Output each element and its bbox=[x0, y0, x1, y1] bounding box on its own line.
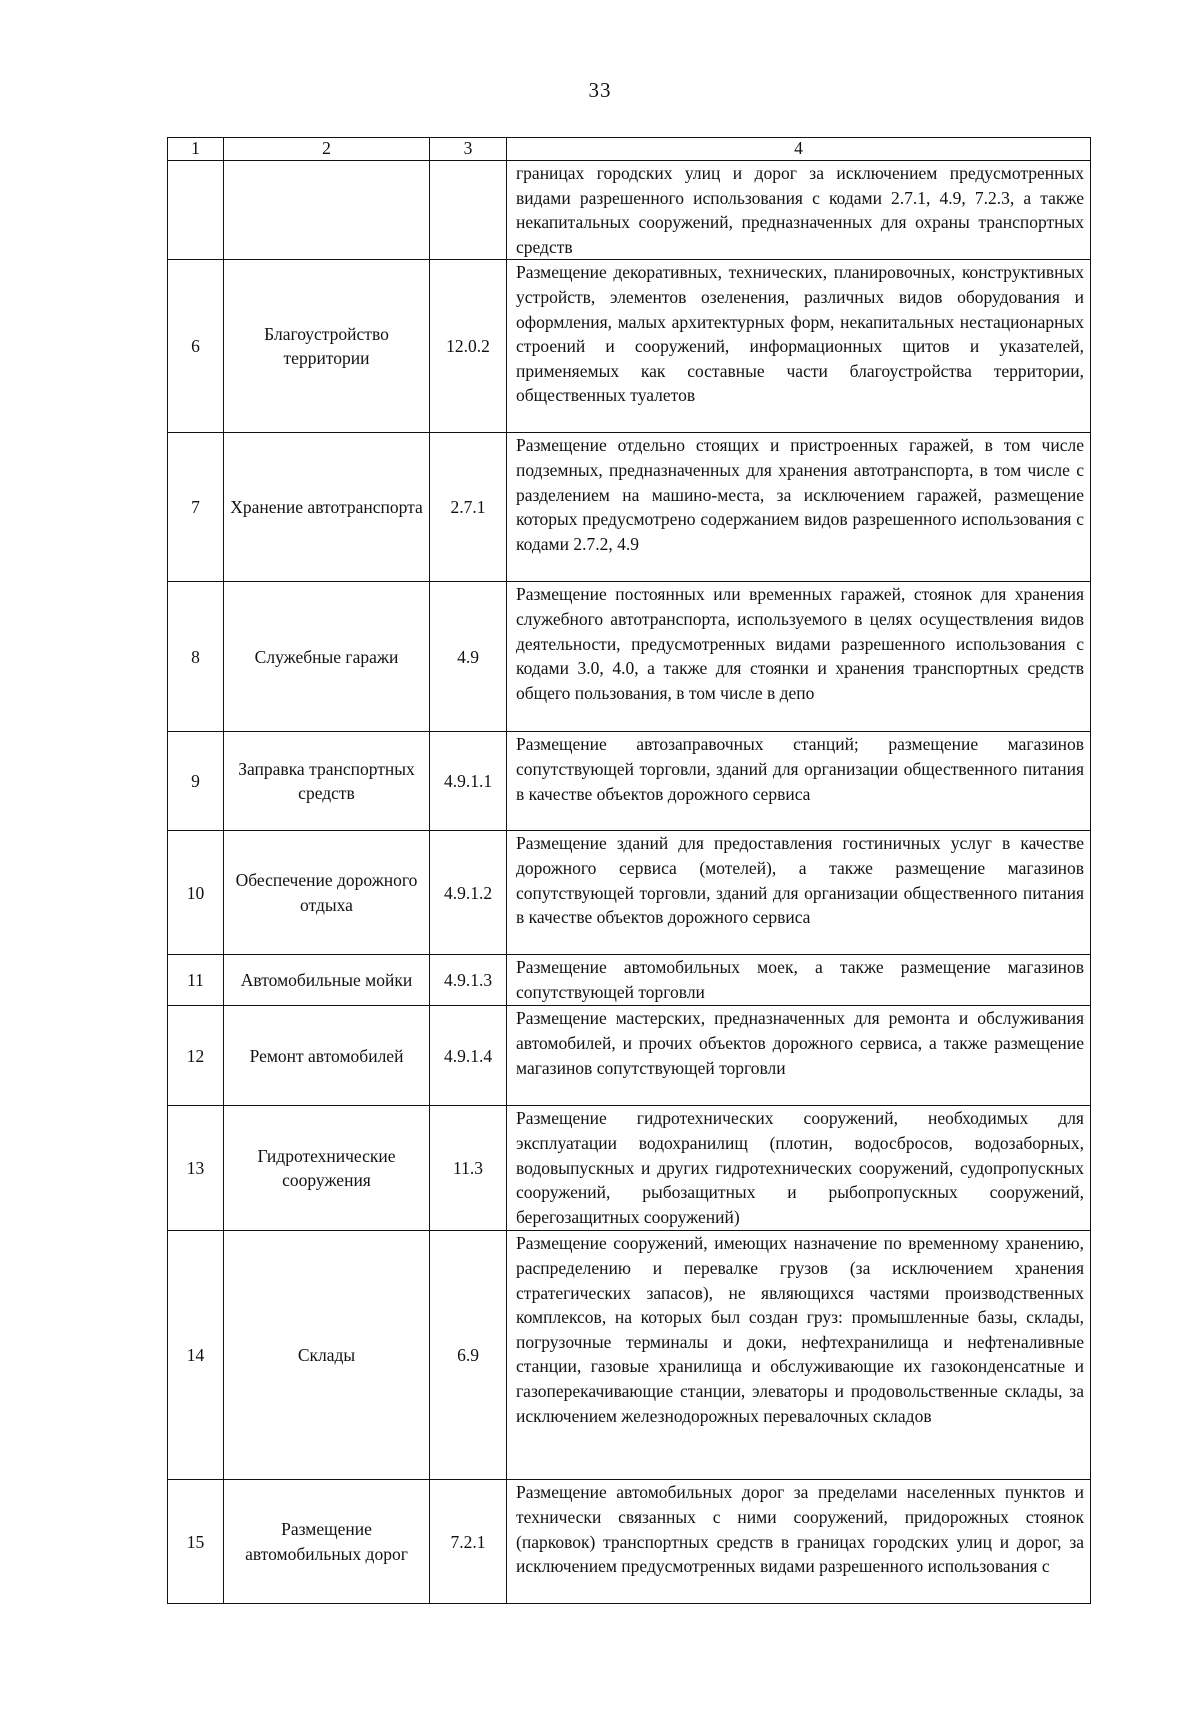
table-row bbox=[168, 831, 1091, 955]
header-col-1: 1 bbox=[168, 138, 224, 161]
header-col-4: 4 bbox=[507, 138, 1091, 161]
row-name: Благоустройство территории bbox=[224, 260, 430, 433]
row-name: Размещение автомобильных дорог bbox=[224, 1480, 430, 1604]
row-description: Размещение постоянных или временных гаражей, стоянок для хранения служебного автотранспорта, используемого в целях осуществления видов деятельности, предусмотренных видами разрешенного использования с кодами 3.0, 4.0, а также для стоянки и хранения транспортных средств общего пользования, в том числе в депо bbox=[507, 582, 1091, 732]
row-name: Обеспечение дорожного отдыха bbox=[224, 831, 430, 955]
row-code: 4.9 bbox=[430, 582, 507, 732]
row-number: 8 bbox=[168, 582, 224, 732]
row-number: 11 bbox=[168, 955, 224, 1006]
page-number: 33 bbox=[588, 78, 612, 102]
table-header-row bbox=[168, 138, 1091, 161]
row-number: 15 bbox=[168, 1480, 224, 1604]
row-number: 14 bbox=[168, 1231, 224, 1480]
row-code: 4.9.1.1 bbox=[430, 732, 507, 831]
row-code: 12.0.2 bbox=[430, 260, 507, 433]
row-number: 6 bbox=[168, 260, 224, 433]
row-code: 6.9 bbox=[430, 1231, 507, 1480]
table-row bbox=[168, 955, 1091, 1006]
row-name: Служебные гаражи bbox=[224, 582, 430, 732]
row-description: Размещение гидротехнических сооружений, необходимых для эксплуатации водохранилищ (плотин, водосбросов, водозаборных, водовыпускных и других гидротехнических сооружений, судопропускных сооружений, рыбозащитных и рыбопропускных сооружений, берегозащитных сооружений) bbox=[507, 1106, 1091, 1231]
row-code: 7.2.1 bbox=[430, 1480, 507, 1604]
row-name: Автомобильные мойки bbox=[224, 955, 430, 1006]
row-description: Размещение декоративных, технических, планировочных, конструктивных устройств, элементов озеленения, различных видов оборудования и оформления, малых архитектурных форм, некапитальных нестационарных строений и сооружений, информационных щитов и указателей, применяемых как составные части благоустройства территории, общественных туалетов bbox=[507, 260, 1091, 433]
table-row bbox=[168, 1231, 1091, 1480]
row-code: 4.9.1.3 bbox=[430, 955, 507, 1006]
row-code bbox=[430, 161, 507, 260]
row-name bbox=[224, 161, 430, 260]
table-row bbox=[168, 1106, 1091, 1231]
row-description: Размещение отдельно стоящих и пристроенных гаражей, в том числе подземных, предназначенных для хранения автотранспорта, в том числе с разделением на машино-места, за исключением гаражей, размещение которых предусмотрено содержанием видов разрешенного использования с кодами 2.7.2, 4.9 bbox=[507, 433, 1091, 582]
row-number: 13 bbox=[168, 1106, 224, 1231]
row-description: границах городских улиц и дорог за исключением предусмотренных видами разрешенного использования с кодами 2.7.1, 4.9, 7.2.3, а также некапитальных сооружений, предназначенных для охраны транспортных средств bbox=[507, 161, 1091, 260]
row-number: 10 bbox=[168, 831, 224, 955]
table-row bbox=[168, 732, 1091, 831]
row-code: 11.3 bbox=[430, 1106, 507, 1231]
row-code: 4.9.1.2 bbox=[430, 831, 507, 955]
table-row bbox=[168, 260, 1091, 433]
table-row bbox=[168, 433, 1091, 582]
row-description: Размещение автозаправочных станций; размещение магазинов сопутствующей торговли, зданий для организации общественного питания в качестве объектов дорожного сервиса bbox=[507, 732, 1091, 831]
table-row bbox=[168, 582, 1091, 732]
row-name: Заправка транспортных средств bbox=[224, 732, 430, 831]
row-name: Хранение автотранспорта bbox=[224, 433, 430, 582]
table-row bbox=[168, 161, 1091, 260]
row-number: 9 bbox=[168, 732, 224, 831]
row-code: 2.7.1 bbox=[430, 433, 507, 582]
row-name: Гидротехнические сооружения bbox=[224, 1106, 430, 1231]
row-name: Склады bbox=[224, 1231, 430, 1480]
row-code: 4.9.1.4 bbox=[430, 1006, 507, 1106]
header-col-2: 2 bbox=[224, 138, 430, 161]
table-row bbox=[168, 1480, 1091, 1604]
row-number: 12 bbox=[168, 1006, 224, 1106]
row-description: Размещение зданий для предоставления гостиничных услуг в качестве дорожного сервиса (мотелей), а также размещение магазинов сопутствующей торговли, зданий для организации общественного питания в качестве объектов дорожного сервиса bbox=[507, 831, 1091, 955]
row-description: Размещение сооружений, имеющих назначение по временному хранению, распределению и перевалке грузов (за исключением хранения стратегических запасов), не являющихся частями производственных комплексов, на которых был создан груз: промышленные базы, склады, погрузочные терминалы и доки, нефтехранилища и нефтеналивные станции, газовые хранилища и обслуживающие их газоконденсатные и газоперекачивающие станции, элеваторы и продовольственные склады, за исключением железнодорожных перевалочных складов bbox=[507, 1231, 1091, 1480]
row-number: 7 bbox=[168, 433, 224, 582]
header-col-3: 3 bbox=[430, 138, 507, 161]
row-name: Ремонт автомобилей bbox=[224, 1006, 430, 1106]
row-description: Размещение автомобильных моек, а также размещение магазинов сопутствующей торговли bbox=[507, 955, 1091, 1006]
row-number bbox=[168, 161, 224, 260]
land-use-table bbox=[167, 137, 1091, 1604]
row-description: Размещение автомобильных дорог за пределами населенных пунктов и технически связанных с ними сооружений, придорожных стоянок (парковок) транспортных средств в границах городских улиц и дорог, за исключением предусмотренных видами разрешенного использования с bbox=[507, 1480, 1091, 1604]
table-row bbox=[168, 1006, 1091, 1106]
row-description: Размещение мастерских, предназначенных для ремонта и обслуживания автомобилей, и прочих объектов дорожного сервиса, а также размещение магазинов сопутствующей торговли bbox=[507, 1006, 1091, 1106]
